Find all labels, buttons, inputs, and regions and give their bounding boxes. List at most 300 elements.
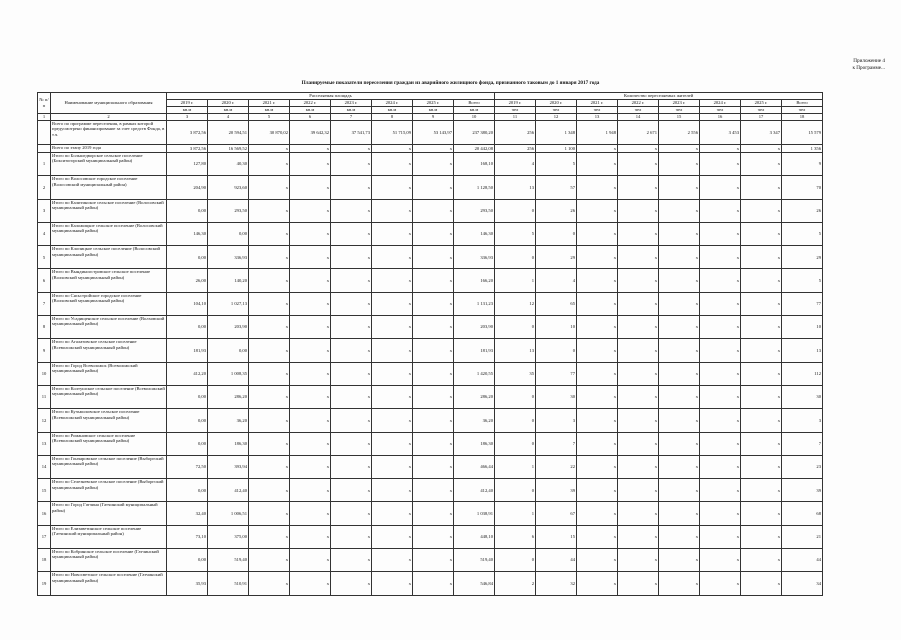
- header-year: 2020 г.: [536, 100, 577, 107]
- x-mark: x: [249, 572, 290, 595]
- header-unit: кв.м: [372, 107, 413, 114]
- x-mark: x: [659, 339, 700, 362]
- row-number: 14: [38, 455, 51, 478]
- cell: 286,20: [208, 385, 249, 408]
- x-mark: x: [741, 246, 782, 269]
- cell: 29: [782, 246, 823, 269]
- x-mark: x: [618, 362, 659, 385]
- x-mark: x: [659, 222, 700, 245]
- row-number: 15: [38, 479, 51, 502]
- x-mark: x: [700, 246, 741, 269]
- x-mark: x: [372, 409, 413, 432]
- x-mark: x: [659, 525, 700, 548]
- x-mark: x: [618, 525, 659, 548]
- x-mark: x: [372, 362, 413, 385]
- x-mark: x: [372, 455, 413, 478]
- cell: x: [331, 145, 372, 153]
- cell: 39: [782, 479, 823, 502]
- x-mark: x: [577, 292, 618, 315]
- cell: 2 671: [618, 121, 659, 145]
- cell: 1: [495, 502, 536, 525]
- header-unit: кв.м: [208, 107, 249, 114]
- cell: 10: [536, 316, 577, 339]
- cell: 112: [782, 362, 823, 385]
- x-mark: x: [700, 339, 741, 362]
- x-mark: x: [618, 479, 659, 502]
- cell: 0,00: [167, 409, 208, 432]
- cell: 466,44: [454, 455, 495, 478]
- x-mark: x: [372, 479, 413, 502]
- x-mark: x: [249, 316, 290, 339]
- cell: 7: [782, 432, 823, 455]
- row-number: 18: [38, 549, 51, 572]
- header-year: 2019 г.: [495, 100, 536, 107]
- x-mark: x: [618, 502, 659, 525]
- cell: 519,40: [454, 549, 495, 572]
- x-mark: x: [331, 153, 372, 176]
- x-mark: x: [659, 269, 700, 292]
- municipality-name: Итого по Большедворское сельское поселение (Бокситогорский муниципальный район): [51, 153, 167, 176]
- row-number: 8: [38, 316, 51, 339]
- cell: 0: [495, 246, 536, 269]
- x-mark: x: [700, 409, 741, 432]
- x-mark: x: [290, 362, 331, 385]
- cell: 32: [536, 572, 577, 595]
- x-mark: x: [290, 549, 331, 572]
- x-mark: x: [741, 572, 782, 595]
- x-mark: x: [577, 269, 618, 292]
- cell: 3 453: [700, 121, 741, 145]
- x-mark: x: [413, 572, 454, 595]
- table-row: [38, 176, 823, 199]
- table-row: [38, 502, 823, 525]
- cell: 237 380,20: [454, 121, 495, 145]
- x-mark: x: [331, 385, 372, 408]
- x-mark: x: [700, 455, 741, 478]
- header-row-col-numbers: [38, 114, 823, 121]
- cell: 3: [782, 409, 823, 432]
- cell: 15: [536, 525, 577, 548]
- x-mark: x: [659, 199, 700, 222]
- cell: 0,00: [167, 479, 208, 502]
- x-mark: x: [618, 292, 659, 315]
- header-year: 2025 г.: [741, 100, 782, 107]
- x-mark: x: [700, 525, 741, 548]
- header-year: 2021 г.: [577, 100, 618, 107]
- cell: 286,20: [454, 385, 495, 408]
- cell: 0: [495, 479, 536, 502]
- x-mark: x: [372, 199, 413, 222]
- appendix-line-2: к Программе...: [852, 64, 885, 71]
- cell: 70: [782, 176, 823, 199]
- x-mark: x: [659, 572, 700, 595]
- cell: 3 347: [741, 121, 782, 145]
- cell: 1 128,50: [454, 176, 495, 199]
- row-number: 5: [38, 246, 51, 269]
- cell: 0: [495, 385, 536, 408]
- x-mark: x: [577, 199, 618, 222]
- cell: 1: [495, 455, 536, 478]
- header-col-number: 5: [249, 114, 290, 121]
- cell: 65: [536, 292, 577, 315]
- municipality-name: Итого по Агалатовское сельское поселение (Всеволожский муниципальный район): [51, 339, 167, 362]
- cell: 181,93: [454, 339, 495, 362]
- row-number: 7: [38, 292, 51, 315]
- x-mark: x: [741, 153, 782, 176]
- x-mark: x: [249, 479, 290, 502]
- header-year: 2019 г.: [167, 100, 208, 107]
- cell: 519,40: [208, 549, 249, 572]
- x-mark: x: [741, 199, 782, 222]
- header-unit: чел: [782, 107, 823, 114]
- x-mark: x: [618, 199, 659, 222]
- row-number: 11: [38, 385, 51, 408]
- x-mark: x: [249, 199, 290, 222]
- x-mark: x: [700, 362, 741, 385]
- x-mark: x: [741, 339, 782, 362]
- cell: 166,20: [454, 269, 495, 292]
- x-mark: x: [577, 339, 618, 362]
- cell: 73,10: [167, 525, 208, 548]
- cell: 146,30: [167, 222, 208, 245]
- header-year: 2023 г.: [659, 100, 700, 107]
- cell: 104,10: [167, 292, 208, 315]
- cell: 146,30: [454, 222, 495, 245]
- header-people-group: Количество переселяемых жителей: [495, 93, 823, 100]
- cell: 34: [782, 572, 823, 595]
- cell: x: [249, 145, 290, 153]
- x-mark: x: [618, 432, 659, 455]
- cell: x: [741, 145, 782, 153]
- cell: 1 008,35: [208, 362, 249, 385]
- x-mark: x: [659, 549, 700, 572]
- x-mark: x: [659, 455, 700, 478]
- cell: 26,00: [167, 269, 208, 292]
- x-mark: x: [700, 502, 741, 525]
- cell: 375,00: [208, 525, 249, 548]
- table-row: [38, 246, 823, 269]
- x-mark: x: [577, 153, 618, 176]
- row-number: 19: [38, 572, 51, 595]
- x-mark: x: [741, 316, 782, 339]
- header-year: 2023 г.: [331, 100, 372, 107]
- x-mark: x: [577, 479, 618, 502]
- x-mark: x: [577, 409, 618, 432]
- x-mark: x: [413, 222, 454, 245]
- x-mark: x: [659, 246, 700, 269]
- row-number: 17: [38, 525, 51, 548]
- cell: 546,84: [454, 572, 495, 595]
- municipality-name: Итого по Город Гатчина (Гатчинский муниципальный район): [51, 502, 167, 525]
- cell: 23: [782, 455, 823, 478]
- x-mark: x: [577, 502, 618, 525]
- cell: 7: [536, 432, 577, 455]
- x-mark: x: [372, 502, 413, 525]
- cell: 15 579: [782, 121, 823, 145]
- resettlement-table: [37, 92, 823, 596]
- table-row: [38, 385, 823, 408]
- municipality-name: Итого по Вындиноостровское сельское поселение (Волховский муниципальный район): [51, 269, 167, 292]
- cell: 0: [495, 316, 536, 339]
- x-mark: x: [290, 479, 331, 502]
- cell: 77: [536, 362, 577, 385]
- x-mark: x: [741, 176, 782, 199]
- x-mark: x: [372, 292, 413, 315]
- cell: 0,00: [208, 339, 249, 362]
- cell: 186,30: [208, 432, 249, 455]
- cell: 5: [782, 222, 823, 245]
- table-row: [38, 269, 823, 292]
- cell: 44: [782, 549, 823, 572]
- cell: 37 541,73: [331, 121, 372, 145]
- x-mark: x: [372, 385, 413, 408]
- cell: 168,10: [454, 153, 495, 176]
- x-mark: x: [577, 455, 618, 478]
- x-mark: x: [618, 409, 659, 432]
- cell: 77: [782, 292, 823, 315]
- x-mark: x: [249, 269, 290, 292]
- cell: 72,50: [167, 455, 208, 478]
- header-year: 2022 г.: [618, 100, 659, 107]
- x-mark: x: [577, 525, 618, 548]
- cell: 39 642,32: [290, 121, 331, 145]
- x-mark: x: [290, 339, 331, 362]
- cell: 203,90: [208, 316, 249, 339]
- x-mark: x: [290, 222, 331, 245]
- x-mark: x: [618, 176, 659, 199]
- cell: 32,40: [167, 502, 208, 525]
- table-row: [38, 153, 823, 176]
- cell: 204,90: [167, 176, 208, 199]
- x-mark: x: [290, 455, 331, 478]
- municipality-name: Итого по Новосветское сельское поселение (Гатчинский муниципальный район): [51, 572, 167, 595]
- cell: 36,20: [208, 409, 249, 432]
- cell: 0,00: [208, 222, 249, 245]
- cell: 0,00: [167, 199, 208, 222]
- header-year: 2025 г.: [413, 100, 454, 107]
- municipality-name: Итого по Усадищенское сельское поселение (Волховский муниципальный район): [51, 316, 167, 339]
- table-row: [38, 222, 823, 245]
- x-mark: x: [659, 502, 700, 525]
- cell: 39: [536, 479, 577, 502]
- cell: 12: [495, 292, 536, 315]
- x-mark: x: [700, 479, 741, 502]
- cell: 53 143,97: [413, 121, 454, 145]
- x-mark: x: [331, 269, 372, 292]
- cell: 30 870,02: [249, 121, 290, 145]
- header-col-number: 7: [331, 114, 372, 121]
- x-mark: x: [577, 246, 618, 269]
- x-mark: x: [659, 432, 700, 455]
- cell: 0,00: [167, 549, 208, 572]
- table-row: [38, 292, 823, 315]
- header-col-number: 6: [290, 114, 331, 121]
- header-col-number: 17: [741, 114, 782, 121]
- x-mark: x: [659, 292, 700, 315]
- row-number: 12: [38, 409, 51, 432]
- cell: 21: [782, 525, 823, 548]
- header-unit: чел: [700, 107, 741, 114]
- x-mark: x: [372, 432, 413, 455]
- x-mark: x: [618, 153, 659, 176]
- cell: 923,60: [208, 176, 249, 199]
- x-mark: x: [741, 409, 782, 432]
- x-mark: x: [331, 292, 372, 315]
- header-col-number: 10: [454, 114, 495, 121]
- x-mark: x: [413, 409, 454, 432]
- cell: 35: [495, 362, 536, 385]
- table-row: [38, 549, 823, 572]
- x-mark: x: [659, 362, 700, 385]
- x-mark: x: [618, 549, 659, 572]
- row-number: 9: [38, 339, 51, 362]
- cell: x: [372, 145, 413, 153]
- cell: 4: [495, 153, 536, 176]
- x-mark: x: [741, 432, 782, 455]
- cell: 30: [536, 385, 577, 408]
- table-row: [38, 362, 823, 385]
- x-mark: x: [413, 269, 454, 292]
- x-mark: x: [331, 339, 372, 362]
- municipality-name: Итого по Елизаветинское сельское поселение (Гатчинский муниципальный район): [51, 525, 167, 548]
- cell: 510,91: [208, 572, 249, 595]
- x-mark: x: [700, 199, 741, 222]
- cell: 0,00: [167, 432, 208, 455]
- cell: 448,10: [454, 525, 495, 548]
- header-unit: чел: [659, 107, 700, 114]
- header-unit: чел: [536, 107, 577, 114]
- x-mark: x: [290, 525, 331, 548]
- header-col-number: 1: [38, 114, 51, 121]
- x-mark: x: [741, 455, 782, 478]
- x-mark: x: [413, 176, 454, 199]
- x-mark: x: [331, 502, 372, 525]
- municipality-name: Итого по Гончаровское сельское поселение (Выборгский муниципальный район): [51, 455, 167, 478]
- x-mark: x: [741, 502, 782, 525]
- x-mark: x: [413, 199, 454, 222]
- header-unit: кв.м: [249, 107, 290, 114]
- x-mark: x: [577, 432, 618, 455]
- x-mark: x: [577, 316, 618, 339]
- table-row: [38, 316, 823, 339]
- x-mark: x: [372, 549, 413, 572]
- x-mark: x: [249, 222, 290, 245]
- cell: 256: [495, 121, 536, 145]
- cell: 9: [782, 153, 823, 176]
- x-mark: x: [413, 246, 454, 269]
- x-mark: x: [741, 222, 782, 245]
- x-mark: x: [249, 432, 290, 455]
- cell: 0: [495, 432, 536, 455]
- cell: 1 038,91: [454, 502, 495, 525]
- stage-2019-name: Всего по этапу 2019 года: [51, 145, 167, 153]
- x-mark: x: [741, 269, 782, 292]
- table-row: [38, 572, 823, 595]
- cell: 1 027,13: [208, 292, 249, 315]
- x-mark: x: [372, 246, 413, 269]
- row-number: 4: [38, 222, 51, 245]
- header-col-number: 11: [495, 114, 536, 121]
- x-mark: x: [372, 316, 413, 339]
- x-mark: x: [249, 409, 290, 432]
- x-mark: x: [290, 199, 331, 222]
- x-mark: x: [741, 362, 782, 385]
- header-year: 2021 г.: [249, 100, 290, 107]
- table-row: [38, 479, 823, 502]
- cell: 0,00: [167, 316, 208, 339]
- x-mark: x: [700, 316, 741, 339]
- x-mark: x: [331, 409, 372, 432]
- x-mark: x: [290, 572, 331, 595]
- x-mark: x: [659, 385, 700, 408]
- municipality-name: Итого по Кузьмоловское сельское поселение (Всеволожский муниципальный район): [51, 409, 167, 432]
- x-mark: x: [331, 316, 372, 339]
- header-unit: чел: [495, 107, 536, 114]
- x-mark: x: [700, 549, 741, 572]
- municipality-name: Итого по Романовское сельское поселение (Всеволожский муниципальный район): [51, 432, 167, 455]
- cell: 186,30: [454, 432, 495, 455]
- municipality-name: Итого по Город Всеволожск (Всеволожский муниципальный район): [51, 362, 167, 385]
- header-year: Всего: [454, 100, 495, 107]
- cell: 140,20: [208, 269, 249, 292]
- header-name: Наименование муниципального образования: [51, 93, 167, 114]
- cell: 2 556: [659, 121, 700, 145]
- cell: 51 715,09: [372, 121, 413, 145]
- cell: 26: [536, 199, 577, 222]
- x-mark: x: [413, 316, 454, 339]
- cell: x: [618, 145, 659, 153]
- cell: x: [290, 145, 331, 153]
- x-mark: x: [290, 153, 331, 176]
- cell: 1 006,51: [208, 502, 249, 525]
- municipality-name: Итого по Кобринское сельское поселение (Гатчинский муниципальный район): [51, 549, 167, 572]
- x-mark: x: [249, 176, 290, 199]
- x-mark: x: [331, 455, 372, 478]
- cell: 3: [536, 409, 577, 432]
- header-row-groups: [38, 93, 823, 100]
- x-mark: x: [413, 432, 454, 455]
- cell: 203,90: [454, 316, 495, 339]
- x-mark: x: [618, 385, 659, 408]
- x-mark: x: [577, 362, 618, 385]
- x-mark: x: [249, 339, 290, 362]
- cell: 26: [782, 199, 823, 222]
- x-mark: x: [741, 479, 782, 502]
- x-mark: x: [372, 222, 413, 245]
- x-mark: x: [577, 176, 618, 199]
- table-row: [38, 409, 823, 432]
- cell: 57: [536, 176, 577, 199]
- cell: 5: [782, 269, 823, 292]
- cell: 44: [536, 549, 577, 572]
- x-mark: x: [249, 549, 290, 572]
- x-mark: x: [577, 222, 618, 245]
- row-number: 13: [38, 432, 51, 455]
- x-mark: x: [372, 269, 413, 292]
- cell: 68: [782, 502, 823, 525]
- x-mark: x: [372, 572, 413, 595]
- table-row: [38, 199, 823, 222]
- x-mark: x: [413, 549, 454, 572]
- cell: x: [659, 145, 700, 153]
- cell: 336,93: [208, 246, 249, 269]
- cell: 3 872,56: [167, 121, 208, 145]
- appendix-note: [852, 58, 885, 71]
- cell: 1 420,55: [454, 362, 495, 385]
- header-area-group: Расселяемая площадь: [167, 93, 495, 100]
- cell: 10: [782, 316, 823, 339]
- x-mark: x: [741, 525, 782, 548]
